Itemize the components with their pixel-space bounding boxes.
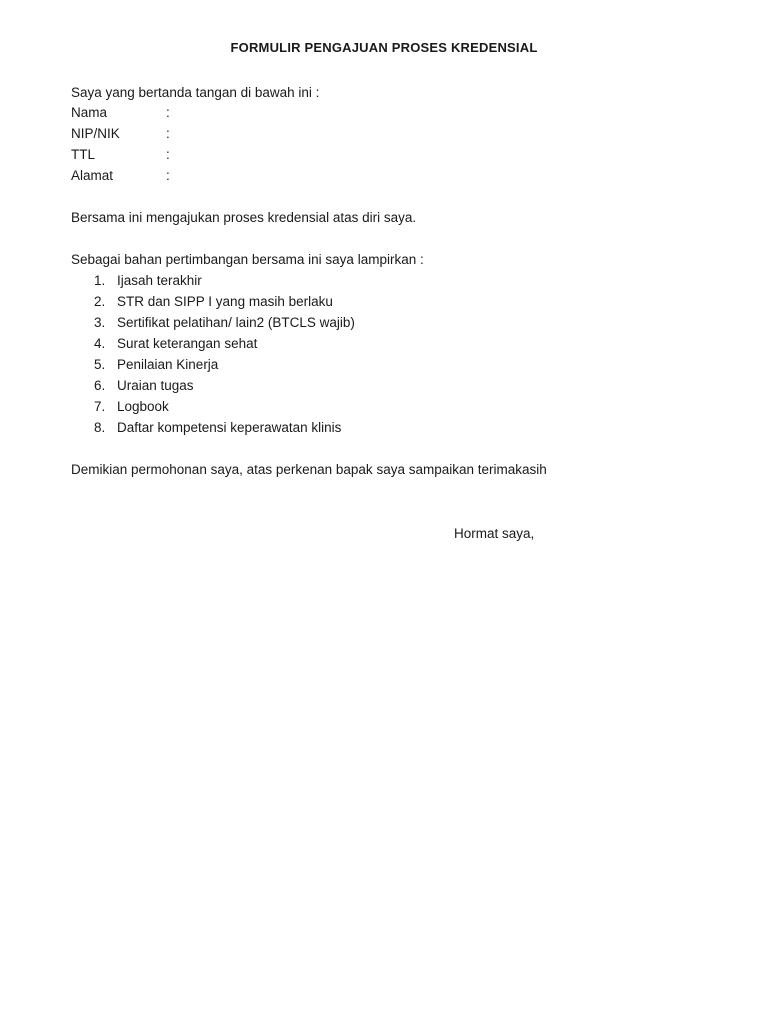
field-colon-nama: : — [166, 105, 170, 120]
list-item-number: 1. — [94, 273, 106, 288]
list-item-number: 2. — [94, 294, 106, 309]
sign-off: Hormat saya, — [454, 526, 535, 541]
list-item: Logbook — [117, 399, 169, 414]
document-title: FORMULIR PENGAJUAN PROSES KREDENSIAL — [230, 40, 538, 55]
field-label-nama: Nama — [71, 105, 108, 120]
list-item-number: 5. — [94, 357, 106, 372]
list-item-number: 8. — [94, 420, 106, 435]
attachments-intro: Sebagai bahan pertimbangan bersama ini saya lampirkan : — [71, 252, 424, 267]
field-colon-nip-nik: : — [166, 126, 170, 141]
list-item: Ijasah terakhir — [117, 273, 202, 288]
intro-text: Saya yang bertanda tangan di bawah ini : — [71, 85, 320, 100]
closing-statement: Demikian permohonan saya, atas perkenan bapak saya sampaikan terimakasih — [71, 462, 547, 477]
list-item-number: 7. — [94, 399, 106, 414]
field-colon-alamat: : — [166, 168, 170, 183]
field-label-ttl: TTL — [71, 147, 96, 162]
list-item: STR dan SIPP I yang masih berlaku — [117, 294, 333, 309]
list-item: Penilaian Kinerja — [117, 357, 219, 372]
field-label-nip-nik: NIP/NIK — [71, 126, 120, 141]
list-item: Uraian tugas — [117, 378, 194, 393]
list-item-number: 4. — [94, 336, 106, 351]
field-colon-ttl: : — [166, 147, 170, 162]
statement-text: Bersama ini mengajukan proses kredensial atas diri saya. — [71, 210, 417, 225]
list-item: Daftar kompetensi keperawatan klinis — [117, 420, 342, 435]
list-item-number: 6. — [94, 378, 106, 393]
field-label-alamat: Alamat — [71, 168, 114, 183]
list-item: Sertifikat pelatihan/ lain2 (BTCLS wajib) — [117, 315, 355, 330]
list-item-number: 3. — [94, 315, 106, 330]
list-item: Surat keterangan sehat — [117, 336, 258, 351]
